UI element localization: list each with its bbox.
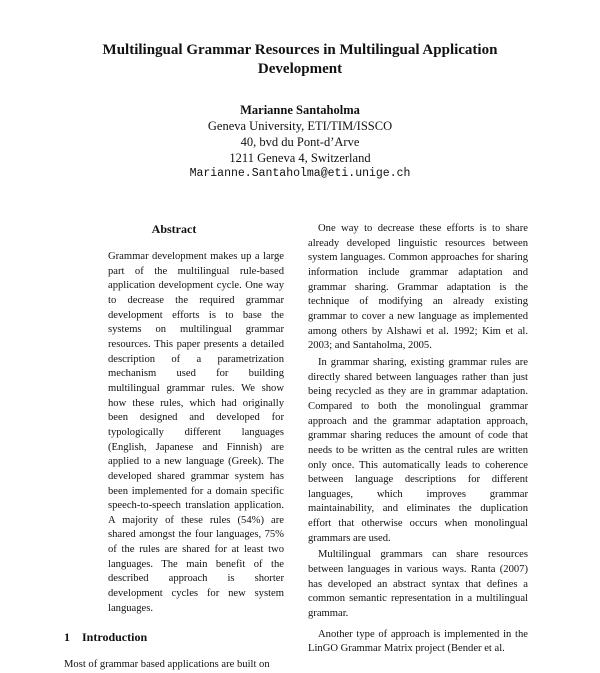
left-column [64,222,284,673]
section-heading-introduction [64,630,284,645]
right-paragraph-4: Another type of approach is implemented in the LinGO Grammar Matrix project (Bender et al. [308,628,528,655]
author-block [150,102,450,182]
author-street: 40, bvd du Pont-d’Arve [240,135,360,149]
author-city: 1211 Geneva 4, Switzerland [229,151,371,165]
section-number: 1 [64,630,70,645]
right-paragraph-2: In grammar sharing, existing grammar rules are directly shared between languages rather than just being recycled as they are in grammar adaptation. Compared to both the monolingual grammar approach and the grammar adaptation approach, grammar sharing reduces the amount of code that needs to be written as the central rules are written only once. This automatically leads to coherence between language descriptions for different languages, which improves grammar maintainability, and eliminates the duplication effort that otherwise occurs when monolingual grammars are used. [308,356,528,544]
section-title: Introduction [82,630,148,645]
author-affiliation: Geneva University, ETI/TIM/ISSCO [207,119,393,133]
right-paragraph-1: One way to decrease these efforts is to share already developed linguistic resources between system languages. Common approaches for sharing information include grammar adaptation and grammar sharing. Grammar adaptation is the technique of modifying an already existing grammar to cover a new language as implemented among others by Alshawi et al. 1992; Kim et al. 2003; and Santaholma, 2005. [308,223,528,352]
abstract-body: Grammar development makes up a large part of the multilingual rule-based application development cycle. One way to decrease the required grammar development efforts is to base the systems on multilingual grammar resources. This paper presents a detailed description of a parametrization mechanism used for building multilingual grammar rules. We show how these rules, which had originally been designed and developed for typologically different languages (English, Japanese and Finnish) are applied to a new language (Greek). The developed shared grammar system has been implemented for a domain specific speech-to-speech translation application. A majority of these rules (54%) are shared amongst the four languages, 75% of the rules are shared for at least two languages. The main benefit of the described approach is shorter development cycles for new system languages. [108,251,284,614]
author-email: Marianne.Santaholma@eti.unige.ch [189,167,411,180]
author-name: Marianne Santaholma [240,103,360,117]
paper-title: Multilingual Grammar Resources in Multilingual Application Development [102,42,498,77]
abstract-heading: Abstract [151,222,197,236]
introduction-first-line: Most of grammar based applications are built on [64,659,270,671]
right-column [308,222,528,657]
right-paragraph-3: Multilingual grammars can share resources between languages in various ways. Ranta (2007) has developed an abstract syntax that defines a common semantic representation in a multilingual grammar. [308,549,528,620]
